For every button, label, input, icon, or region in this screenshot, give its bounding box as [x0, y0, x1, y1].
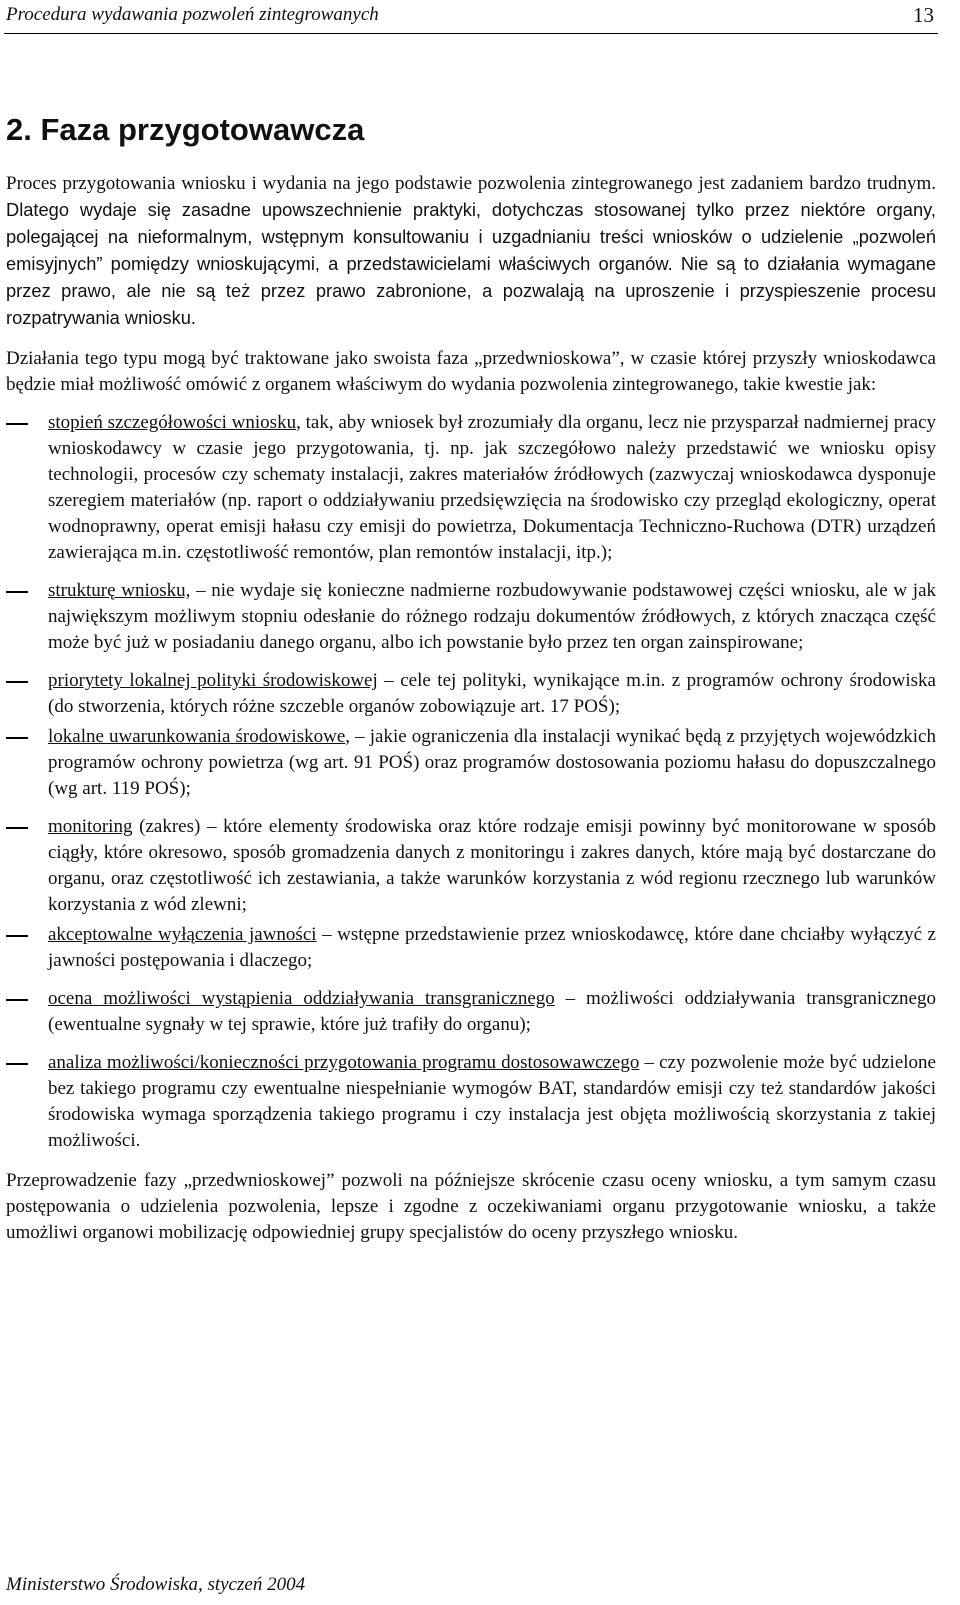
page-footer: Ministerstwo Środowiska, styczeń 2004: [6, 1574, 306, 1595]
list-item: [6, 814, 936, 918]
running-header-title: Procedura wydawania pozwoleń zintegrowanych: [6, 4, 379, 25]
list-item: [6, 986, 936, 1038]
issues-list: [6, 410, 936, 1154]
list-item: [6, 578, 936, 656]
list-item-text: – cele tej polityki, wynikające m.in. z programów ochrony środowiska (do stworzenia, których różne szczeble organów zobowiązuje art. 17 POŚ);: [48, 670, 936, 717]
intro-sentence-serif: Proces przygotowania wniosku i wydania na jego podstawie pozwolenia zintegrowanego jest zadaniem bardzo trudnym.: [6, 173, 936, 194]
list-item-text: , tak, aby wniosek był zrozumiały dla organu, lecz nie przysparzał nadmiernej pracy wnioskodawcy w czasie jego przygotowania, tj. np. jak szczegółowo należy przedstawić we wniosku opisy technologii, procesów czy schematy instalacji, zakres materiałów źródłowych (zazwyczaj wnioskodawca dysponuje szeregiem materiałów (np. raport o oddziaływaniu przedsięwzięcia na środowisko czy przegląd ekologiczny, operat wodnoprawny, operat emisji hałasu czy emisji do powietrza, Dokumentacja Techniczno-Ruchowa (DTR) urządzeń zawierająca m.in. częstotliwość remontów, plan remontów instalacji, itp.);: [48, 412, 936, 563]
list-item-term: ocena możliwości wystąpienia oddziaływania transgranicznego: [48, 988, 555, 1009]
intro-paragraph: [6, 170, 936, 332]
dash-bullet: [6, 827, 28, 829]
header-rule: [4, 33, 938, 34]
list-item-term: analiza możliwości/konieczności przygotowania programu dostosowawczego: [48, 1052, 640, 1073]
list-item-text: , – jakie ograniczenia dla instalacji wynikać będą z przyjętych wojewódzkich programów ochrony powietrza (wg art. 91 POŚ) oraz programów dostosowania poziomu hałasu do dopuszczalnego (wg art. 119 POŚ);: [48, 726, 936, 799]
dash-bullet: [6, 999, 28, 1001]
list-item-term: strukturę wniosku,: [48, 580, 191, 601]
section-heading: 2. Faza przygotowawcza: [6, 112, 365, 147]
list-item: [6, 922, 936, 974]
conclusion-paragraph: Przeprowadzenie fazy „przedwnioskowej” pozwoli na późniejsze skrócenie czasu oceny wniosku, a tym samym czasu postępowania o udzielenia pozwolenia, lepsze i zgodne z oczekiwaniami organu przygotowanie wniosku, a także umożliwi organowi mobilizację odpowiedniej grupy specjalistów do oceny przyszłego wniosku.: [6, 1170, 936, 1243]
list-item-text: – czy pozwolenie może być udzielone bez takiego programu czy ewentualne niespełnianie wymogów BAT, standardów emisji czy też standardów jakości środowiska wymaga sporządzenia takiego programu i czy instalacja jest objęta możliwością skorzystania z takiej możliwości.: [48, 1052, 936, 1151]
list-item-term: stopień szczegółowości wniosku: [48, 412, 297, 433]
dash-bullet: [6, 1063, 28, 1065]
dash-bullet: [6, 423, 28, 425]
list-item: [6, 1050, 936, 1154]
list-item-text: – możliwości oddziaływania transgranicznego (ewentualne sygnały w tej sprawie, które już trafiły do organu);: [48, 988, 936, 1035]
running-header: [6, 2, 936, 28]
list-item-text: – wstępne przedstawienie przez wnioskodawcę, które dane chciałby wyłączyć z jawności postępowania i dlaczego;: [48, 924, 936, 971]
intro-sentence-sans-1: Dlatego wydaje się zasadne upowszechnienie praktyki, dotychczas stosowanej tylko przez niektóre organy, polegającej na nieformalnym, wstępnym konsultowaniu i uzgadnianiu treści wniosków o udzielenie „pozwoleń emisyjnych” pomiędzy wnioskującymi, a przedstawicielami właściwych organów.: [6, 199, 936, 274]
dash-bullet: [6, 935, 28, 937]
list-item: [6, 668, 936, 720]
page-number: 13: [913, 3, 934, 27]
dash-bullet: [6, 681, 28, 683]
list-item: [6, 410, 936, 566]
list-item-term: lokalne uwarunkowania środowiskowe: [48, 726, 346, 747]
list-item-term: monitoring: [48, 816, 133, 837]
list-item: [6, 724, 936, 802]
list-item-term: akceptowalne wyłączenia jawności: [48, 924, 317, 945]
issues-intro-paragraph: Działania tego typu mogą być traktowane jako swoista faza „przedwnioskowa”, w czasie której przyszły wnioskodawca będzie miał możliwość omówić z organem właściwym do wydania pozwolenia zintegrowanego, takie kwestie jak:: [6, 348, 936, 395]
document-body: [6, 170, 936, 1246]
dash-bullet: [6, 737, 28, 739]
list-item-text: (zakres) – które elementy środowiska oraz które rodzaje emisji powinny być monitorowane w sposób ciągły, które okresowo, sposób gromadzenia danych z monitoringu i zakres danych, które mają być dostarczane do organu, oraz częstotliwość ich zestawiania, a także warunków korzystania z wód regionu rzecznego lub warunków korzystania z wód zlewni;: [48, 816, 936, 915]
list-item-text: – nie wydaje się konieczne nadmierne rozbudowywanie podstawowej części wniosku, ale w jak największym możliwym stopniu odesłanie do różnego rodzaju dokumentów źródłowych, z których znacząca część może być już w posiadaniu danego organu, albo ich powstanie było przez ten organ zainspirowane;: [48, 580, 937, 653]
list-item-term: priorytety lokalnej polityki środowiskowej: [48, 670, 378, 691]
dash-bullet: [6, 591, 28, 593]
intro-sentence-sans-2: Nie są to działania wymagane przez prawo, ale nie są też przez prawo zabronione, a pozwalają na uproszenie i przyspieszenie procesu rozpatrywania wniosku.: [6, 253, 937, 328]
